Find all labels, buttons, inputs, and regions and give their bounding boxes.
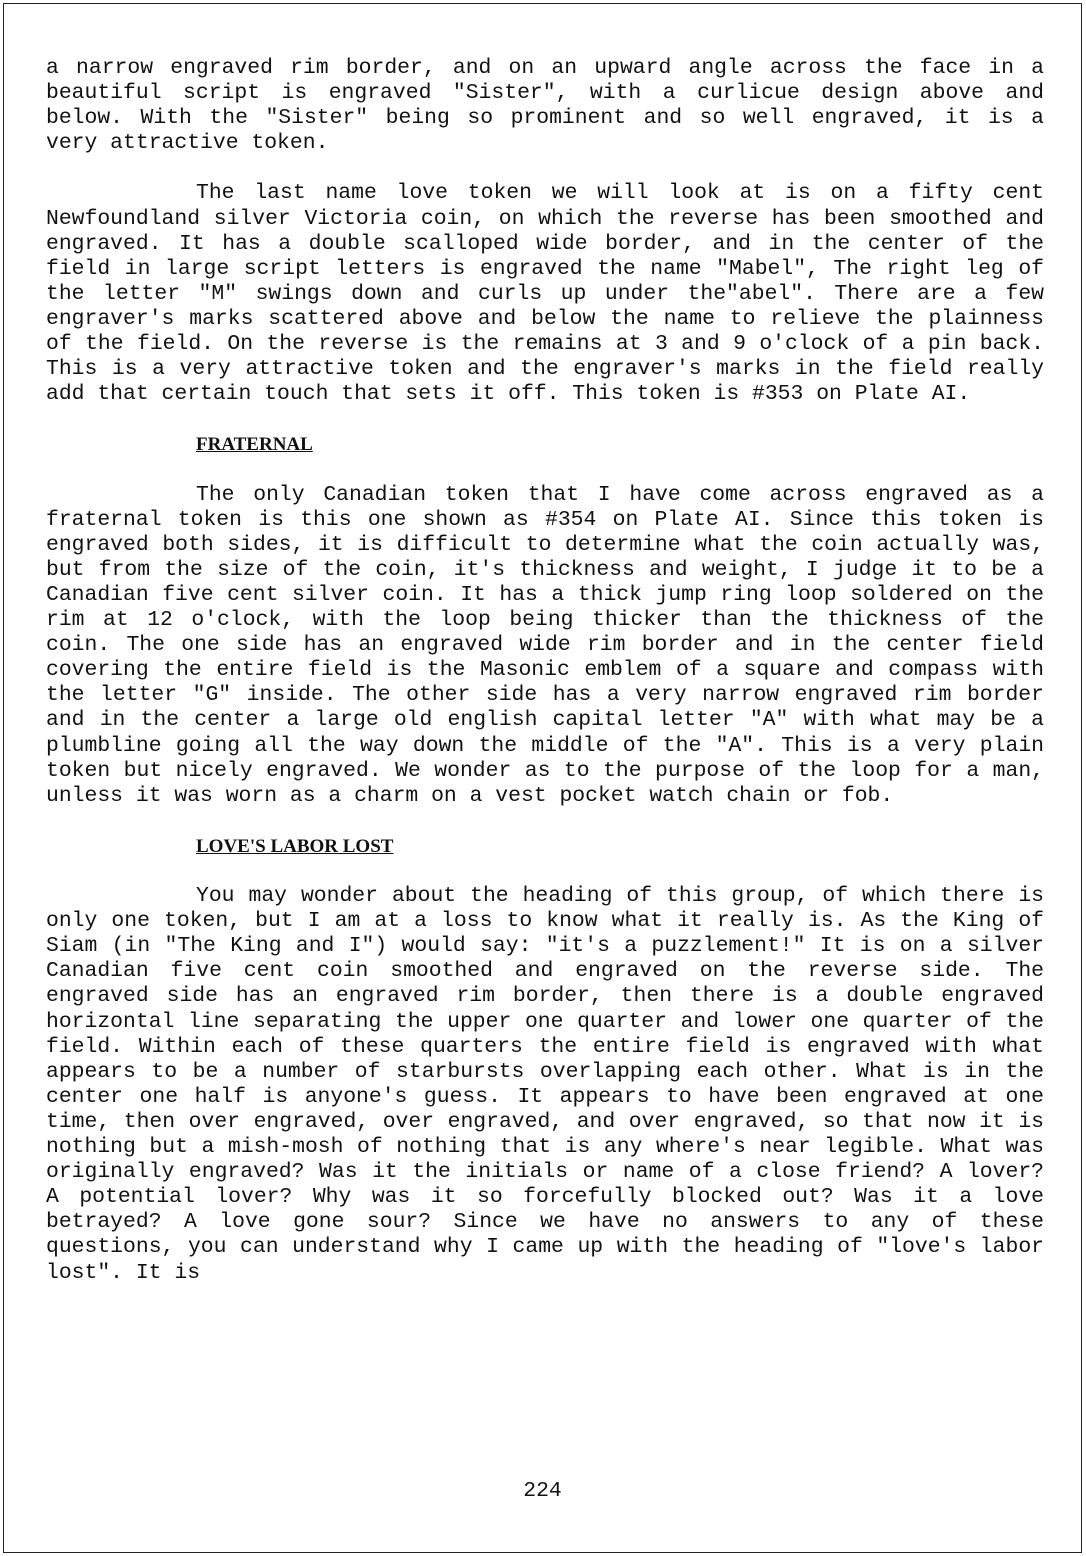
- document-page: [3, 3, 1082, 1553]
- section-heading-loves-labor-lost: LOVE'S LABOR LOST: [196, 835, 394, 857]
- page-number: 224: [523, 1479, 562, 1503]
- paragraph-mabel-token: The last name love token we will look at is on a fifty cent Newfoundland silver Victoria coin, on which the reverse has been smoothed and engraved. It has a double scalloped wide border, and in the center of the field in large script letters is engraved the name "Mabel", The right leg of the letter "M" swings down and curls up under the"abel". There are a few engraver's marks scattered above and below the name to relieve the plainness of the field. On the reverse is the remains at 3 and 9 o'clock of a pin back. This is a very attractive token and the engraver's marks in the field really add that certain touch that sets it off. This token is #353 on Plate AI.: [46, 181, 1044, 407]
- page-body: [46, 56, 1044, 1311]
- paragraph-fraternal-token: The only Canadian token that I have come across engraved as a fraternal token is this one shown as #354 on Plate AI. Since this token is engraved both sides, it is difficult to determine what the coin actually was, but from the size of the coin, it's thickness and weight, I judge it to be a Canadian five cent silver coin. It has a thick jump ring loop soldered on the rim at 12 o'clock, with the loop being thicker than the thickness of the coin. The one side has an engraved wide rim border and in the center field covering the entire field is the Masonic emblem of a square and compass with the letter "G" inside. The other side has a very narrow engraved rim border and in the center a large old english capital letter "A" with what may be a plumbline going all the way down the middle of the "A". This is a very plain token but nicely engraved. We wonder as to the purpose of the loop for a man, unless it was worn as a charm on a vest pocket watch chain or fob.: [46, 482, 1044, 808]
- paragraph-loves-labor-lost: You may wonder about the heading of this group, of which there is only one token, but I am at a loss to know what it really is. As the King of Siam (in "The King and I") would say: "it's a puzzlement!" It is on a silver Canadian five cent coin smoothed and engraved on the reverse side. The engraved side has an engraved rim border, then there is a double engraved horizontal line separating the upper one quarter and lower one quarter of the field. Within each of these quarters the entire field is engraved with what appears to be a number of starbursts overlapping each other. What is in the center one half is anyone's guess. It appears to have been engraved at one time, then over engraved, over engraved, and over engraved, so that now it is nothing but a mish-mosh of nothing that is any where's near legible. What was originally engraved? Was it the initials or name of a close friend? A lover? A potential lover? Why was it so forcefully blocked out? Was it a love betrayed? A love gone sour? Since we have no answers to any of these questions, you can understand why I came up with the heading of "love's labor lost". It is: [46, 884, 1044, 1285]
- section-heading-fraternal: FRATERNAL: [196, 434, 313, 456]
- paragraph-sister-token: a narrow engraved rim border, and on an upward angle across the face in a beautiful script is engraved "Sister", with a curlicue design above and below. With the "Sister" being so prominent and so well engraved, it is a very attractive token.: [46, 56, 1044, 156]
